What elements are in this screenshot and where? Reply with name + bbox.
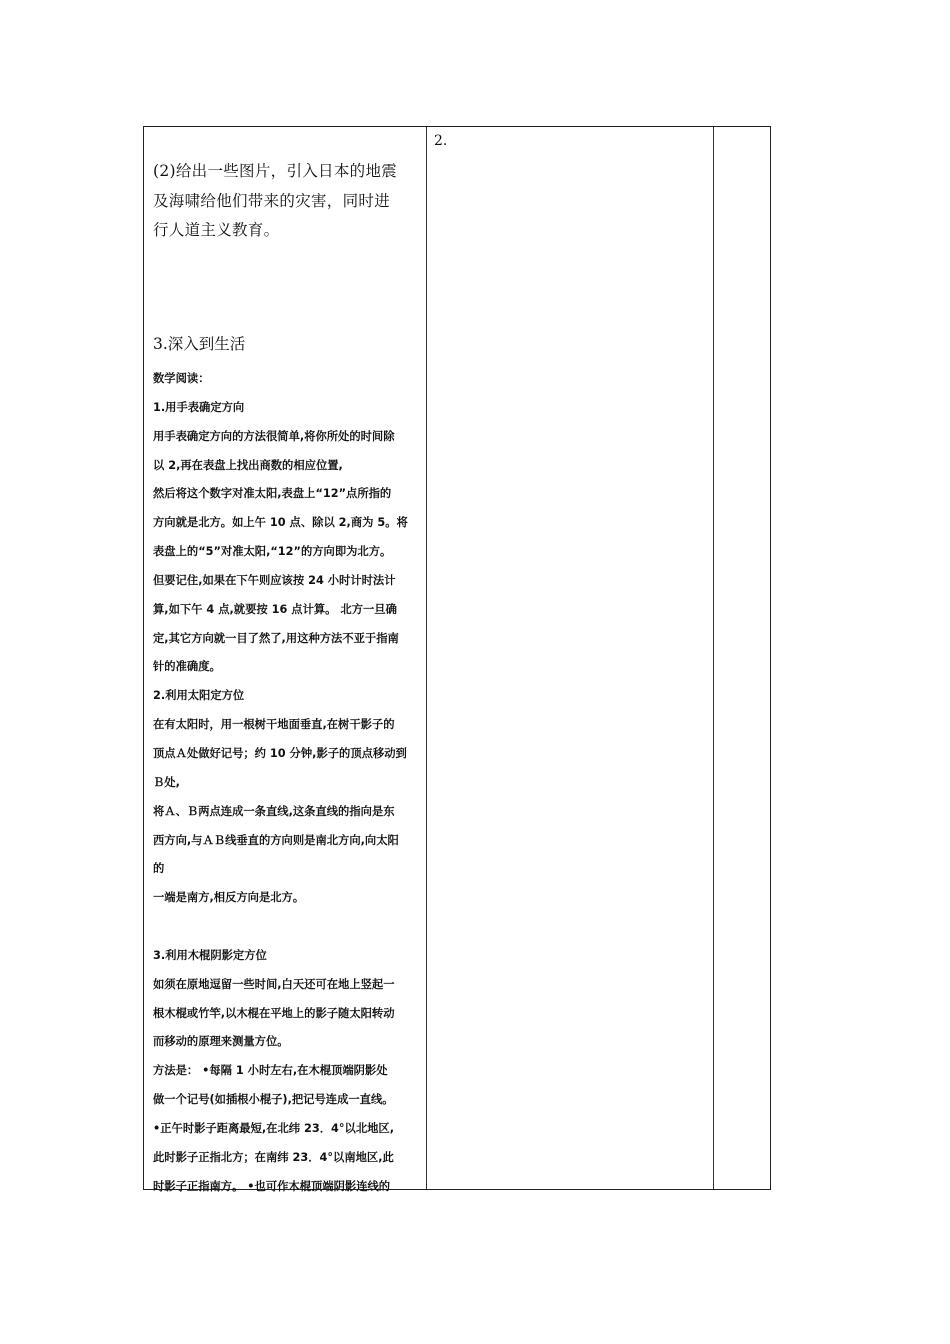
- intro-line: (2)给出一些图片，引入日本的地震: [153, 162, 398, 180]
- reading-line: 时影子正指南方。 •也可作木棍顶端阴影连线的: [153, 1179, 391, 1193]
- reading-line: 根木棍或竹竿,以木棍在平地上的影子随太阳转动: [153, 1006, 395, 1020]
- math-reading-text: [153, 365, 425, 1201]
- student-activity-cell: [434, 133, 704, 149]
- reading-line: 方向就是北方。如上午 10 点、除以 2,商为 5。将: [153, 516, 408, 530]
- item-number: 2.: [434, 133, 448, 149]
- reading-line: 1.用手表确定方向: [153, 400, 245, 414]
- reading-line: •正午时影子距离最短,在北纬 23．4°以北地区,: [153, 1121, 395, 1135]
- reading-line: 一端是南方,相反方向是北方。: [153, 891, 305, 905]
- reading-line: 数学阅读：: [153, 372, 210, 385]
- intro-line: 行人道主义教育。: [153, 221, 280, 239]
- reading-line: 算,如下午 4 点,就要按 16 点计算。 北方一旦确: [153, 602, 397, 616]
- reading-line: 但要记住,如果在下午则应该按 24 小时计时法计: [153, 573, 396, 587]
- reading-line: 做一个记号(如插根小棍子),把记号连成一直线。: [153, 1093, 394, 1107]
- reading-line: 定,其它方向就一目了然了,用这种方法不亚于指南: [153, 631, 399, 645]
- reading-line: 而移动的原理来测量方位。: [153, 1035, 289, 1049]
- reading-line: 西方向,与ＡＢ线垂直的方向则是南北方向,向太阳: [153, 833, 399, 847]
- reading-line: 顶点Ａ处做好记号；约 10 分钟,影子的顶点移动到: [153, 746, 407, 760]
- reading-line: 2.利用太阳定方位: [153, 689, 245, 703]
- reading-line: 针的准确度。: [153, 660, 221, 674]
- intro-paragraph: [153, 157, 423, 246]
- reading-line: [153, 913, 425, 942]
- reading-line: 方法是： •每隔 1 小时左右,在木棍顶端阴影处: [153, 1064, 388, 1078]
- reading-line: 以 2,再在表盘上找出商数的相应位置,: [153, 458, 343, 472]
- reading-line: 如须在原地逗留一些时间,白天还可在地上竖起一: [153, 977, 395, 991]
- column-divider: [713, 127, 714, 1189]
- reading-line: Ｂ处,: [153, 775, 180, 789]
- intro-line: 及海啸给他们带来的灾害，同时进: [153, 191, 391, 210]
- column-divider: [426, 127, 427, 1189]
- reading-line: 然后将这个数字对准太阳,表盘上“12”点所指的: [153, 487, 392, 501]
- reading-line: 将Ａ、Ｂ两点连成一条直线,这条直线的指向是东: [153, 804, 395, 818]
- reading-line: 此时影子正指北方；在南纬 23．4°以南地区,此: [153, 1150, 394, 1164]
- reading-line: 的: [153, 862, 165, 876]
- section-heading: 3.深入到生活: [153, 335, 246, 353]
- reading-line: 表盘上的“5”对准太阳,“12”的方向即为北方。: [153, 545, 392, 559]
- reading-line: 用手表确定方向的方法很简单,将你所处的时间除: [153, 429, 395, 443]
- lesson-plan-table: [143, 126, 771, 1193]
- reading-line: 3.利用木棍阴影定方位: [153, 948, 267, 962]
- reading-line: 在有太阳时，用一根树干地面垂直,在树干影子的: [153, 718, 395, 732]
